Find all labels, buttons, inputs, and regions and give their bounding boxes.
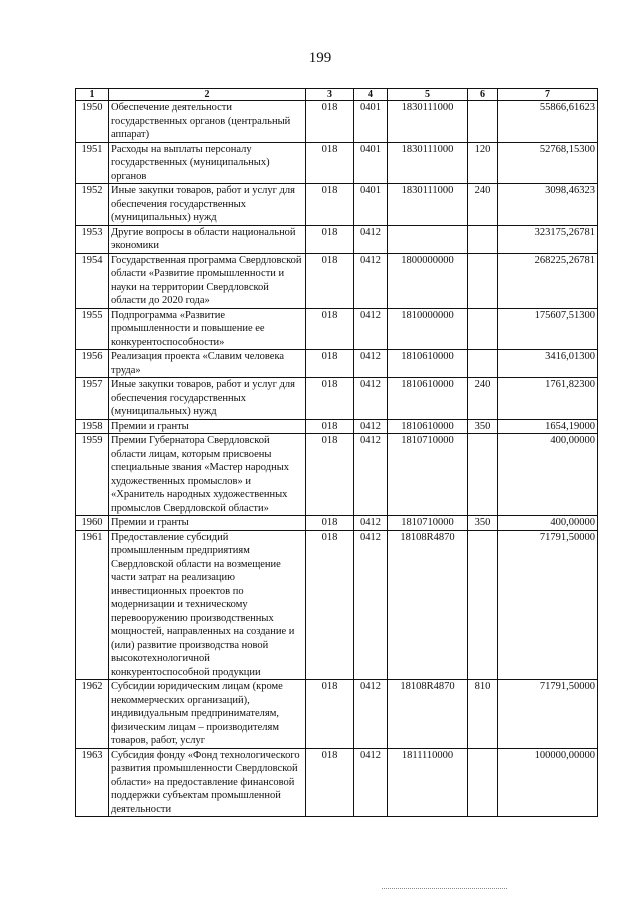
row-amount: 3416,01300 [498,350,598,378]
row-amount: 55866,61623 [498,101,598,143]
row-target-code: 1800000000 [388,253,468,308]
col-header-6: 6 [468,89,498,101]
row-amount: 52768,15300 [498,142,598,184]
row-ministry-code: 018 [306,184,354,226]
row-ministry-code: 018 [306,378,354,420]
row-ministry-code: 018 [306,419,354,434]
row-amount: 100000,00000 [498,748,598,817]
row-amount: 1761,82300 [498,378,598,420]
col-header-1: 1 [76,89,109,101]
row-expense-type [468,530,498,680]
row-expense-type: 810 [468,680,498,749]
row-target-code: 1810000000 [388,308,468,350]
header-row [76,89,598,101]
table-row [76,350,598,378]
table-row [76,184,598,226]
row-name: Премии и гранты [109,419,306,434]
col-header-2: 2 [109,89,306,101]
table-row [76,308,598,350]
row-section-code: 0412 [354,378,388,420]
col-header-5: 5 [388,89,468,101]
row-section-code: 0401 [354,184,388,226]
row-ministry-code: 018 [306,530,354,680]
row-target-code: 18108R4870 [388,680,468,749]
col-header-7: 7 [498,89,598,101]
row-expense-type [468,748,498,817]
table-row [76,142,598,184]
row-amount: 175607,51300 [498,308,598,350]
bottom-rule [382,888,507,889]
row-section-code: 0412 [354,253,388,308]
row-ministry-code: 018 [306,516,354,531]
row-section-code: 0412 [354,434,388,516]
row-name: Обеспечение деятельности государственных органов (центральный аппарат) [109,101,306,143]
row-section-code: 0412 [354,225,388,253]
row-number: 1956 [76,350,109,378]
table-row [76,419,598,434]
row-number: 1962 [76,680,109,749]
row-ministry-code: 018 [306,142,354,184]
row-ministry-code: 018 [306,253,354,308]
row-section-code: 0401 [354,101,388,143]
table-row [76,516,598,531]
row-number: 1951 [76,142,109,184]
table-row [76,680,598,749]
row-number: 1955 [76,308,109,350]
row-section-code: 0412 [354,680,388,749]
col-header-4: 4 [354,89,388,101]
row-number: 1952 [76,184,109,226]
row-expense-type [468,225,498,253]
row-target-code: 1811110000 [388,748,468,817]
table-row [76,434,598,516]
row-ministry-code: 018 [306,308,354,350]
row-section-code: 0412 [354,748,388,817]
row-target-code: 1830111000 [388,184,468,226]
row-ministry-code: 018 [306,350,354,378]
row-expense-type: 240 [468,184,498,226]
row-target-code: 1810610000 [388,378,468,420]
row-name: Расходы на выплаты персоналу государственных (муниципальных) органов [109,142,306,184]
table-row [76,530,598,680]
row-number: 1963 [76,748,109,817]
row-amount: 323175,26781 [498,225,598,253]
row-name: Премии Губернатора Свердловской области лицам, которым присвоены специальные звания «Мастер народных художественных промыслов» и «Хранитель народных художественных промыслов Свердловской области» [109,434,306,516]
table-row [76,253,598,308]
table-row [76,101,598,143]
row-number: 1961 [76,530,109,680]
row-target-code: 1810610000 [388,419,468,434]
row-expense-type: 350 [468,419,498,434]
row-number: 1957 [76,378,109,420]
row-target-code: 1810710000 [388,434,468,516]
row-name: Премии и гранты [109,516,306,531]
row-ministry-code: 018 [306,101,354,143]
row-amount: 1654,19000 [498,419,598,434]
row-amount: 3098,46323 [498,184,598,226]
row-expense-type [468,308,498,350]
row-amount: 71791,50000 [498,530,598,680]
row-target-code: 1830111000 [388,142,468,184]
row-section-code: 0412 [354,419,388,434]
row-name: Иные закупки товаров, работ и услуг для обеспечения государственных (муниципальных) нужд [109,184,306,226]
budget-table [75,88,598,817]
row-number: 1954 [76,253,109,308]
row-expense-type: 120 [468,142,498,184]
row-ministry-code: 018 [306,434,354,516]
row-number: 1959 [76,434,109,516]
row-expense-type [468,101,498,143]
page-number: 199 [308,50,332,66]
row-number: 1960 [76,516,109,531]
row-amount: 400,00000 [498,434,598,516]
row-section-code: 0412 [354,308,388,350]
row-amount: 71791,50000 [498,680,598,749]
row-section-code: 0412 [354,530,388,680]
row-section-code: 0412 [354,350,388,378]
row-number: 1953 [76,225,109,253]
row-name: Иные закупки товаров, работ и услуг для обеспечения государственных (муниципальных) нужд [109,378,306,420]
row-target-code: 1810710000 [388,516,468,531]
row-expense-type [468,350,498,378]
row-target-code [388,225,468,253]
row-name: Субсидии юридическим лицам (кроме некоммерческих организаций), индивидуальным предпринимателям, физическим лицам – производителям товаров, работ, услуг [109,680,306,749]
row-expense-type [468,434,498,516]
row-expense-type [468,253,498,308]
row-number: 1958 [76,419,109,434]
row-name: Другие вопросы в области национальной экономики [109,225,306,253]
table-row [76,748,598,817]
row-expense-type: 350 [468,516,498,531]
row-name: Субсидия фонду «Фонд технологического развития промышленности Свердловской области» на предоставление финансовой поддержки субъектам промышленной деятельности [109,748,306,817]
row-ministry-code: 018 [306,748,354,817]
row-target-code: 18108R4870 [388,530,468,680]
col-header-3: 3 [306,89,354,101]
row-number: 1950 [76,101,109,143]
table-row [76,378,598,420]
row-ministry-code: 018 [306,225,354,253]
row-name: Государственная программа Свердловской области «Развитие промышленности и науки на территории Свердловской области до 2020 года» [109,253,306,308]
row-amount: 400,00000 [498,516,598,531]
row-target-code: 1830111000 [388,101,468,143]
row-name: Реализация проекта «Славим человека труда» [109,350,306,378]
row-section-code: 0412 [354,516,388,531]
row-name: Подпрограмма «Развитие промышленности и повышение ее конкурентоспособности» [109,308,306,350]
row-ministry-code: 018 [306,680,354,749]
row-section-code: 0401 [354,142,388,184]
row-amount: 268225,26781 [498,253,598,308]
row-name: Предоставление субсидий промышленным предприятиям Свердловской области на возмещение части затрат на реализацию инвестиционных проектов по модернизации и техническому перевооружению производственных мощностей, направленных на создание и (или) развитие производства новой высокотехнологичной конкурентоспособной продукции [109,530,306,680]
row-target-code: 1810610000 [388,350,468,378]
row-expense-type: 240 [468,378,498,420]
table-row [76,225,598,253]
